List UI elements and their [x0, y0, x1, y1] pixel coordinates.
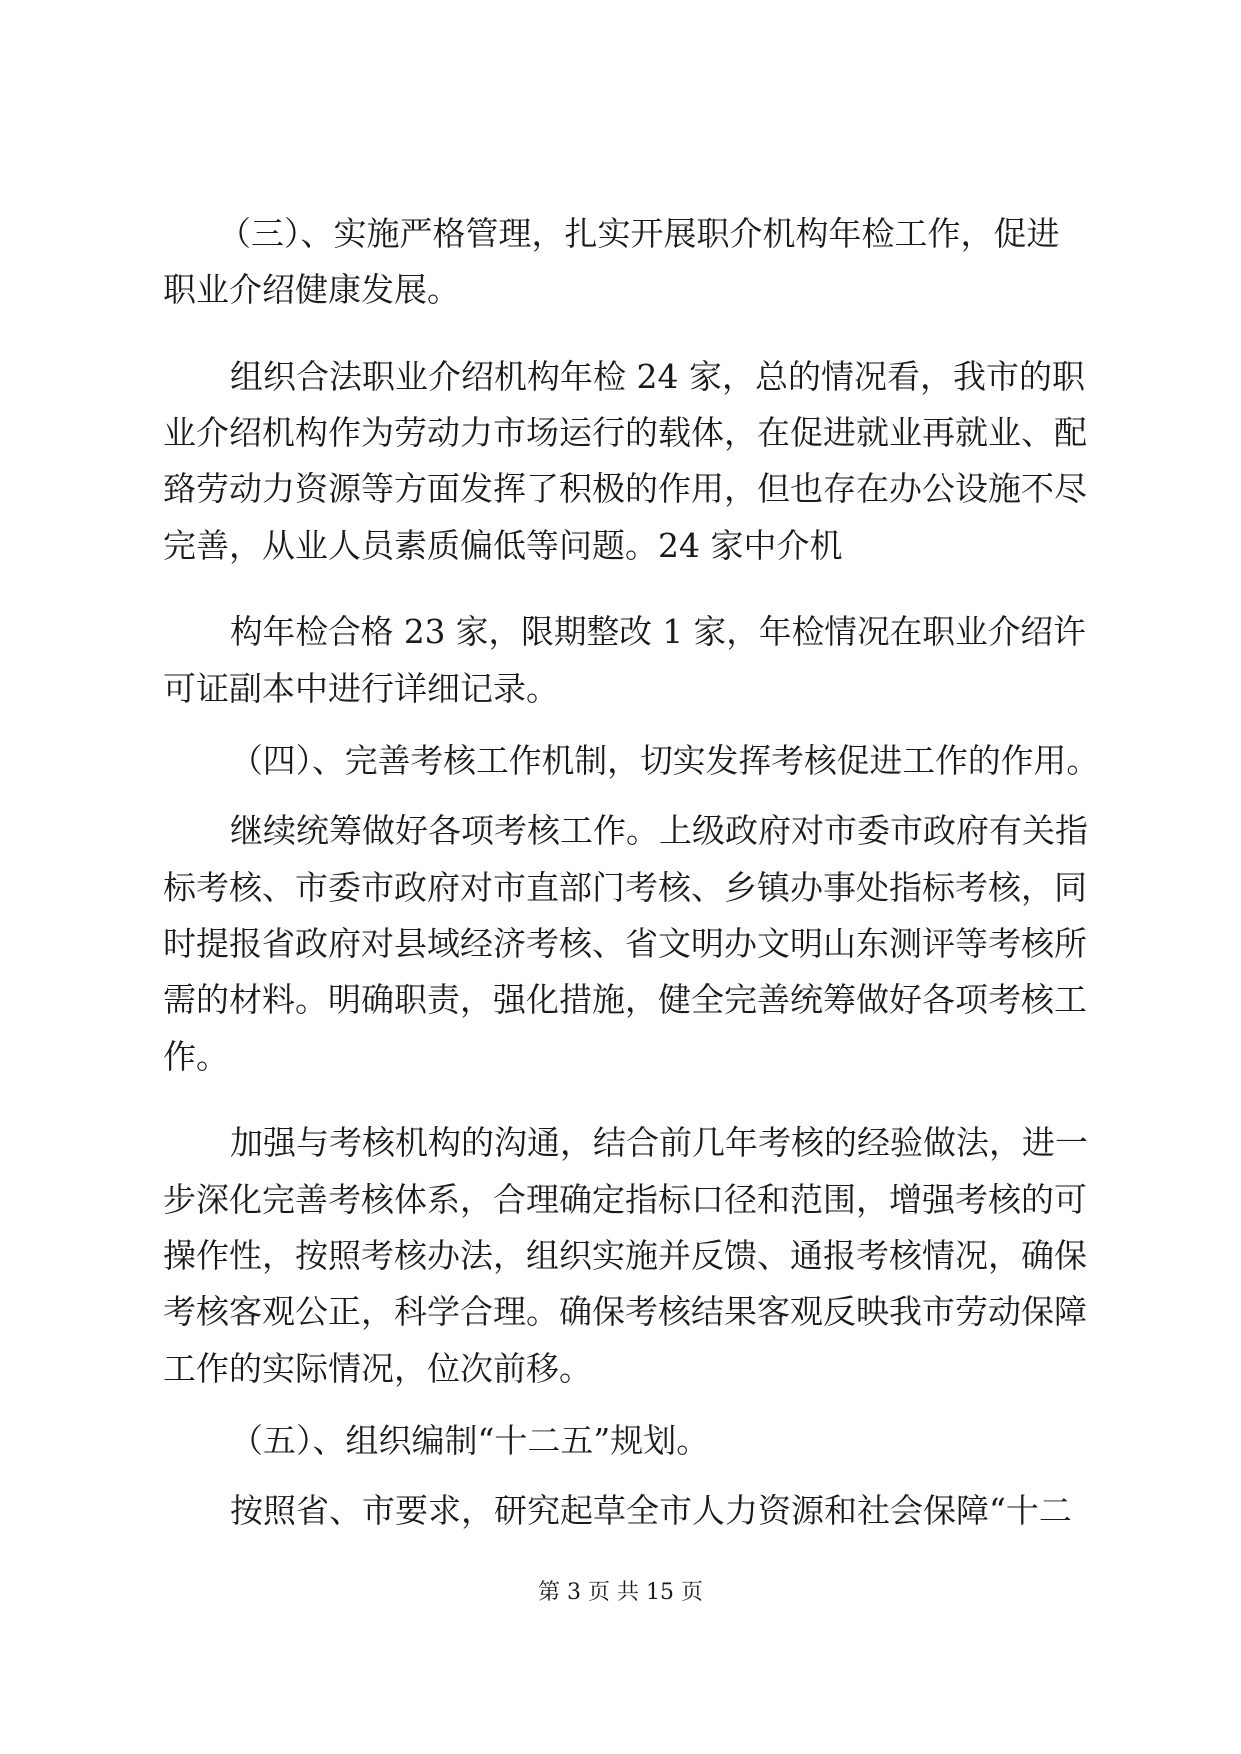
paragraph-line: 臵劳动力资源等方面发挥了积极的作用，但也存在办公设施不尽: [163, 469, 1087, 508]
paragraph-line: 继续统筹做好各项考核工作。上级政府对市委市政府有关指: [230, 811, 1088, 850]
paragraph-line: 时提报省政府对县域经济考核、省文明办文明山东测评等考核所: [163, 924, 1087, 963]
paragraph-line: 工作的实际情况，位次前移。: [163, 1349, 592, 1388]
paragraph-line: 职业介绍健康发展。: [163, 270, 460, 309]
paragraph-line: 标考核、市委市政府对市直部门考核、乡镇办事处指标考核，同: [163, 868, 1087, 907]
paragraph-line: 业介绍机构作为劳动力市场运行的载体，在促进就业再就业、配: [163, 413, 1087, 452]
paragraph-line: 组织合法职业介绍机构年检 24 家，总的情况看，我市的职: [230, 357, 1085, 396]
paragraph-line: 加强与考核机构的沟通，结合前几年考核的经验做法，进一: [230, 1123, 1088, 1162]
paragraph-line: 步深化完善考核体系，合理确定指标口径和范围，增强考核的可: [163, 1180, 1087, 1219]
paragraph-line: 作。: [163, 1037, 229, 1076]
page-number-footer: 第 3 页 共 15 页: [538, 1580, 703, 1605]
paragraph-line: 操作性，按照考核办法，组织实施并反馈、通报考核情况，确保: [163, 1236, 1087, 1275]
paragraph-line: 完善，从业人员素质偏低等问题。24 家中介机: [163, 526, 843, 565]
paragraph-line: 考核客观公正，科学合理。确保考核结果客观反映我市劳动保障: [163, 1292, 1087, 1331]
paragraph-line: 构年检合格 23 家，限期整改 1 家，年检情况在职业介绍许: [230, 613, 1086, 651]
section-heading: （四）、完善考核工作机制，切实发挥考核促进工作的作用。: [230, 742, 1100, 780]
paragraph-line: 需的材料。明确职责，强化措施，健全完善统筹做好各项考核工: [163, 980, 1087, 1019]
paragraph-line: （三）、实施严格管理，扎实开展职介机构年检工作，促进: [218, 214, 1060, 253]
paragraph-line: 按照省、市要求，研究起草全市人力资源和社会保障“十二: [230, 1491, 1072, 1530]
paragraph-line: 可证副本中进行详细记录。: [163, 669, 559, 708]
section-heading: （五）、组织编制“十二五”规划。: [230, 1421, 710, 1460]
